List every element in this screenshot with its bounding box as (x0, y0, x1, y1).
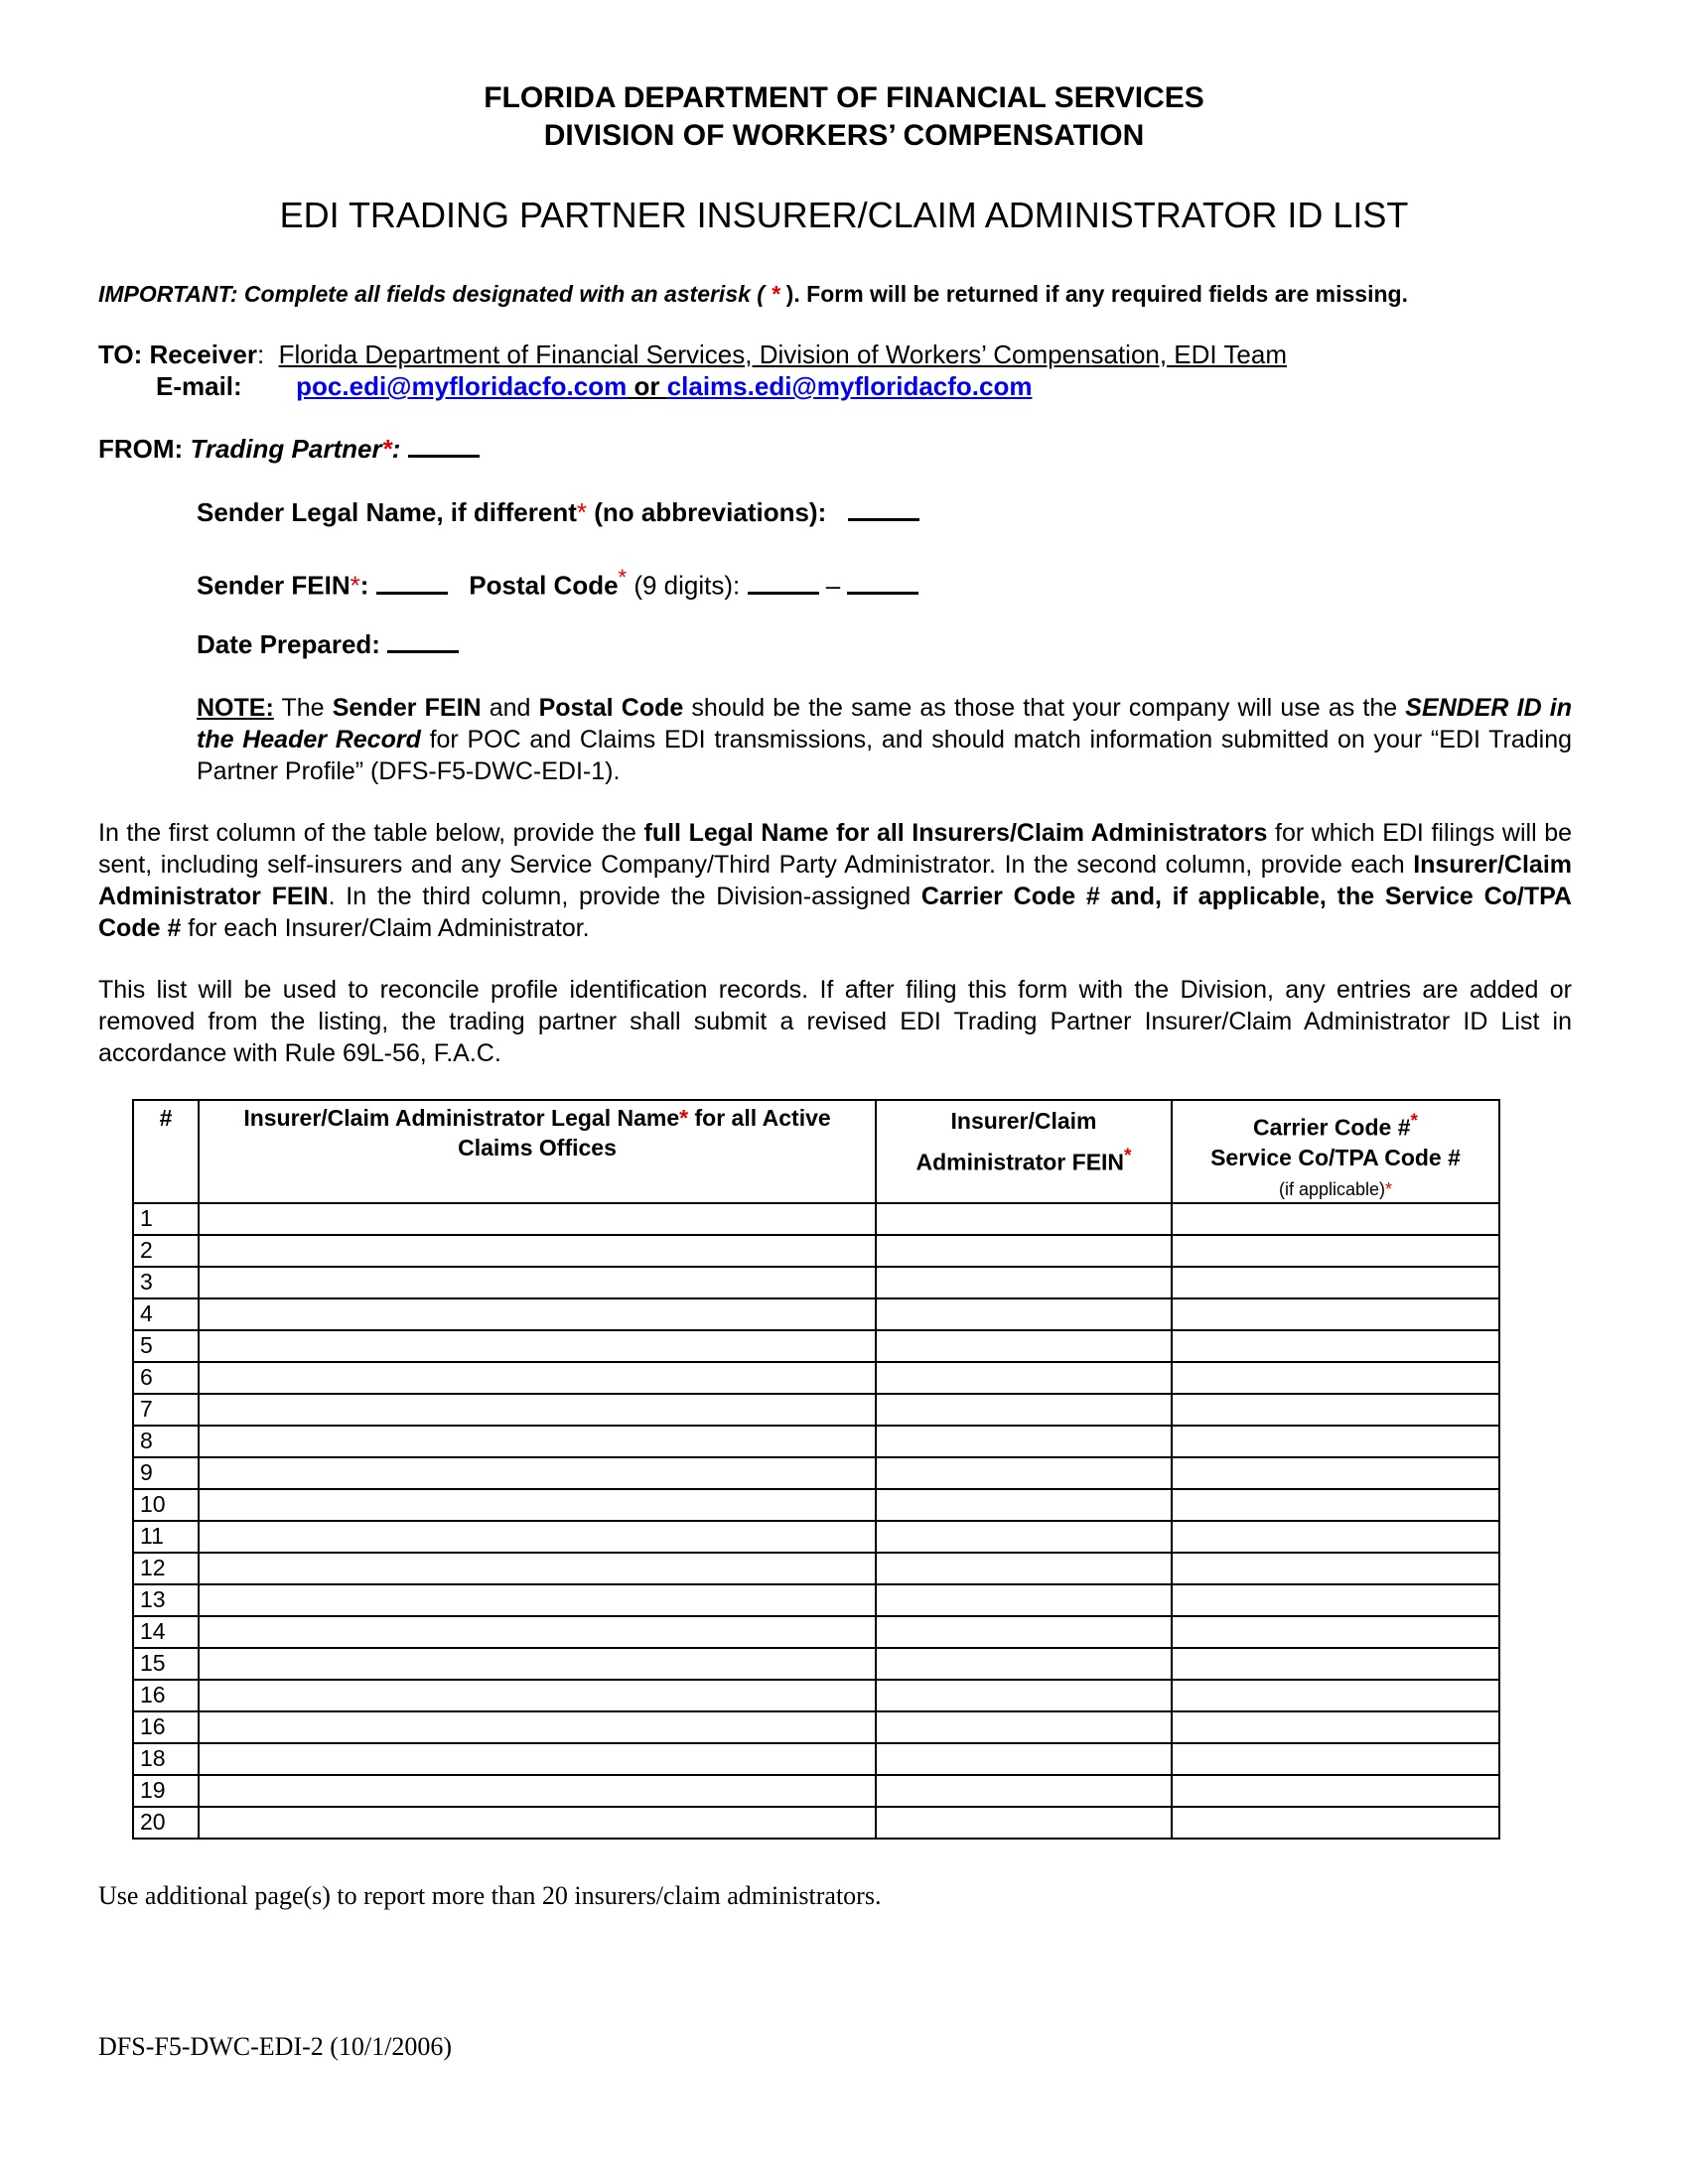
row-number: 16 (133, 1680, 199, 1711)
no-abbrev-label: (no abbreviations): (587, 497, 827, 527)
date-prepared-field[interactable] (387, 630, 459, 653)
carrier-code-cell[interactable] (1172, 1775, 1499, 1807)
header-line1: FLORIDA DEPARTMENT OF FINANCIAL SERVICES (484, 81, 1204, 114)
carrier-code-cell[interactable] (1172, 1711, 1499, 1743)
row-number: 1 (133, 1203, 199, 1235)
fein-cell[interactable] (876, 1616, 1172, 1648)
table-row (133, 1616, 1499, 1648)
date-prepared-line (197, 629, 459, 660)
fein-cell[interactable] (876, 1426, 1172, 1457)
row-number: 2 (133, 1235, 199, 1267)
para-bold: full Legal Name for all Insurers/Claim Administrators (643, 819, 1268, 847)
asterisk: * (1410, 1111, 1418, 1132)
carrier-code-cell[interactable] (1172, 1203, 1499, 1235)
trading-partner-label: Trading Partner (190, 434, 382, 464)
carrier-code-cell[interactable] (1172, 1648, 1499, 1680)
table-row (133, 1648, 1499, 1680)
carrier-code-cell[interactable] (1172, 1394, 1499, 1426)
fein-cell[interactable] (876, 1743, 1172, 1775)
carrier-code-cell[interactable] (1172, 1267, 1499, 1298)
postal-code-field-1[interactable] (748, 572, 819, 595)
table-row (133, 1553, 1499, 1584)
para-bold: Insurer/Claim Administrator FEIN (98, 851, 1572, 910)
fein-cell[interactable] (876, 1330, 1172, 1362)
fein-cell[interactable] (876, 1807, 1172, 1839)
fein-cell[interactable] (876, 1680, 1172, 1711)
col-header-fein (876, 1100, 1172, 1203)
col-header-legal-name (199, 1100, 876, 1203)
table-row (133, 1267, 1499, 1298)
para-text: In the first column of the table below, provide the (98, 819, 644, 847)
important-after: ). (779, 281, 800, 307)
row-number: 16 (133, 1711, 199, 1743)
para-text: . In the third column, provide the Division-assigned (328, 883, 921, 910)
row-number: 19 (133, 1775, 199, 1807)
carrier-code-cell[interactable] (1172, 1235, 1499, 1267)
carrier-code-cell[interactable] (1172, 1680, 1499, 1711)
asterisk: * (771, 281, 780, 307)
row-number: 5 (133, 1330, 199, 1362)
legal-name-cell[interactable] (199, 1330, 876, 1362)
legal-name-cell[interactable] (199, 1680, 876, 1711)
table-row (133, 1235, 1499, 1267)
asterisk: * (618, 565, 628, 590)
carrier-code-cell[interactable] (1172, 1616, 1499, 1648)
carrier-code-cell[interactable] (1172, 1584, 1499, 1616)
fein-cell[interactable] (876, 1267, 1172, 1298)
legal-name-cell[interactable] (199, 1616, 876, 1648)
table-row (133, 1298, 1499, 1330)
email-link-claims[interactable]: claims.edi@myfloridacfo.com (666, 371, 1033, 401)
row-number: 14 (133, 1616, 199, 1648)
table-row (133, 1330, 1499, 1362)
from-label: FROM: (98, 434, 184, 464)
legal-name-cell[interactable] (199, 1489, 876, 1521)
table-row (133, 1711, 1499, 1743)
legal-name-cell[interactable] (199, 1743, 876, 1775)
note-paragraph (197, 692, 1572, 787)
legal-name-cell[interactable] (199, 1775, 876, 1807)
carrier-code-cell[interactable] (1172, 1457, 1499, 1489)
fein-cell[interactable] (876, 1298, 1172, 1330)
fein-cell[interactable] (876, 1648, 1172, 1680)
row-number: 9 (133, 1457, 199, 1489)
fein-cell[interactable] (876, 1775, 1172, 1807)
row-number: 12 (133, 1553, 199, 1584)
fein-postal-line: Sender FEIN*: Postal Code* (9 digits): – (197, 565, 918, 602)
form-id: DFS-F5-DWC-EDI-2 (10/1/2006) (98, 2032, 453, 2061)
note-bold: SENDER ID in the Header Record (197, 694, 1572, 753)
legal-name-cell[interactable] (199, 1362, 876, 1394)
header-line2: DIVISION OF WORKERS’ COMPENSATION (543, 119, 1145, 152)
table-row (133, 1743, 1499, 1775)
asterisk: * (381, 434, 392, 464)
para-text: for each Insurer/Claim Administrator. (181, 914, 590, 942)
legal-name-cell[interactable] (199, 1203, 876, 1235)
sender-legal-name-label: Sender Legal Name, if different (197, 497, 577, 527)
dash: – (825, 570, 841, 601)
table-body (133, 1203, 1499, 1839)
trading-partner-field[interactable] (408, 435, 480, 458)
asterisk: * (1385, 1178, 1393, 1199)
email-line (156, 371, 1032, 402)
legal-name-cell[interactable] (199, 1648, 876, 1680)
legal-name-cell[interactable] (199, 1711, 876, 1743)
carrier-code-cell[interactable] (1172, 1362, 1499, 1394)
row-number: 4 (133, 1298, 199, 1330)
email-or: or (627, 371, 667, 401)
row-number: 10 (133, 1489, 199, 1521)
asterisk: * (679, 1105, 689, 1131)
table-row (133, 1680, 1499, 1711)
fein-cell[interactable] (876, 1521, 1172, 1553)
table-row (133, 1807, 1499, 1839)
row-number: 13 (133, 1584, 199, 1616)
col-header-text: (if applicable) (1278, 1178, 1386, 1199)
carrier-code-cell[interactable] (1172, 1521, 1499, 1553)
carrier-code-cell[interactable] (1172, 1330, 1499, 1362)
fein-cell[interactable] (876, 1394, 1172, 1426)
to-line: TO: Receiver: Florida Department of Financial Services, Division of Workers’ Compensation, EDI Team (98, 340, 1287, 369)
page-title (0, 195, 1688, 236)
carrier-code-cell[interactable] (1172, 1298, 1499, 1330)
receiver-value: Florida Department of Financial Services, Division of Workers’ Compensation, EDI Team (278, 340, 1287, 369)
email-label: E-mail: (156, 371, 242, 401)
fein-cell[interactable] (876, 1203, 1172, 1235)
note-text: The (273, 694, 333, 722)
para-bold: Carrier Code # and, if applicable, the Service Co/TPA Code # (98, 883, 1572, 942)
row-number: 15 (133, 1648, 199, 1680)
receiver-label: Receiver (149, 340, 257, 369)
note-label: NOTE: (197, 694, 274, 722)
postal-code-label: Postal Code (469, 570, 619, 601)
note-text: and (481, 694, 539, 722)
legal-name-cell[interactable] (199, 1584, 876, 1616)
row-number: 20 (133, 1807, 199, 1839)
asterisk: * (576, 497, 587, 527)
row-number: 11 (133, 1521, 199, 1553)
legal-name-cell[interactable] (199, 1235, 876, 1267)
instructions-paragraph (98, 817, 1572, 944)
fein-cell[interactable] (876, 1584, 1172, 1616)
legal-name-cell[interactable] (199, 1394, 876, 1426)
important-lead: IMPORTANT: Complete all fields designated with an asterisk ( (98, 281, 772, 307)
table-row (133, 1362, 1499, 1394)
page-title-text: EDI TRADING PARTNER INSURER/CLAIM ADMINISTRATOR ID LIST (279, 195, 1409, 235)
col-header-text: Insurer/Claim Administrator Legal Name (243, 1105, 680, 1131)
postal-code-field-2[interactable] (847, 572, 918, 595)
col-header-text: Service Co/TPA Code # (1210, 1144, 1461, 1170)
table-row (133, 1521, 1499, 1553)
fein-cell[interactable] (876, 1711, 1172, 1743)
fein-cell[interactable] (876, 1489, 1172, 1521)
fein-cell[interactable] (876, 1553, 1172, 1584)
col-header-text: Carrier Code # (1253, 1114, 1411, 1141)
fein-cell[interactable] (876, 1362, 1172, 1394)
legal-name-cell[interactable] (199, 1426, 876, 1457)
table-row (133, 1489, 1499, 1521)
row-number: 8 (133, 1426, 199, 1457)
to-label: TO: (98, 340, 143, 369)
nine-digits-label: (9 digits): (627, 570, 741, 601)
email-link-poc[interactable]: poc.edi@myfloridacfo.com (296, 371, 628, 401)
para-text: for which EDI filings will be sent, including self-insurers and any Service Company/Third Party Administrator. In the second column, provide each (98, 819, 1573, 879)
row-number: 3 (133, 1267, 199, 1298)
date-prepared-label: Date Prepared: (197, 629, 380, 659)
table-row (133, 1775, 1499, 1807)
carrier-code-cell[interactable] (1172, 1426, 1499, 1457)
table-row (133, 1457, 1499, 1489)
legal-name-cell[interactable] (199, 1267, 876, 1298)
sender-legal-name-field[interactable] (848, 498, 919, 521)
note-bold: Sender FEIN (332, 694, 482, 722)
row-number: 7 (133, 1394, 199, 1426)
table-row (133, 1394, 1499, 1426)
legal-name-cell[interactable] (199, 1298, 876, 1330)
col-header-text: Administrator FEIN (915, 1149, 1125, 1175)
note-text: for POC and Claims EDI transmissions, and should match information submitted on your “EDI Trading Partner Profile” (DFS-F5-DWC-EDI-1). (197, 726, 1572, 785)
row-number: 18 (133, 1743, 199, 1775)
insurer-id-table (132, 1099, 1500, 1840)
important-rest: Form will be returned if any required fields are missing. (799, 281, 1408, 307)
table-row (133, 1584, 1499, 1616)
from-line: FROM: Trading Partner*: (98, 434, 480, 465)
table-row (133, 1203, 1499, 1235)
col-header-text: for all Active Claims Offices (458, 1105, 831, 1160)
table-row (133, 1426, 1499, 1457)
row-number: 6 (133, 1362, 199, 1394)
fein-cell[interactable] (876, 1235, 1172, 1267)
sender-legal-name-line (197, 497, 919, 528)
fein-cell[interactable] (876, 1457, 1172, 1489)
col-header-carrier-code (1172, 1100, 1499, 1203)
col-header-text: Insurer/Claim (950, 1108, 1097, 1134)
carrier-code-cell[interactable] (1172, 1807, 1499, 1839)
asterisk: * (1124, 1146, 1132, 1166)
carrier-code-cell[interactable] (1172, 1743, 1499, 1775)
sender-fein-label: Sender FEIN (197, 570, 351, 601)
col-header-number: # (133, 1100, 199, 1203)
legal-name-cell[interactable] (199, 1457, 876, 1489)
legal-name-cell[interactable] (199, 1521, 876, 1553)
sender-fein-field[interactable] (376, 572, 448, 595)
reconcile-paragraph: This list will be used to reconcile profile identification records. If after filing this form with the Division, any entries are added or removed from the listing, the trading partner shall submit a revised EDI Trading Partner Insurer/Claim Administrator ID List in accordance with Rule 69L-56, F.A.C. (98, 976, 1572, 1067)
carrier-code-cell[interactable] (1172, 1553, 1499, 1584)
important-notice (98, 281, 1408, 308)
asterisk: * (350, 570, 360, 601)
note-bold: Postal Code (538, 694, 684, 722)
legal-name-cell[interactable] (199, 1807, 876, 1839)
footer-note: Use additional page(s) to report more than 20 insurers/claim administrators. (98, 1881, 882, 1910)
carrier-code-cell[interactable] (1172, 1489, 1499, 1521)
note-text: should be the same as those that your company will use as the (683, 694, 1406, 722)
legal-name-cell[interactable] (199, 1553, 876, 1584)
